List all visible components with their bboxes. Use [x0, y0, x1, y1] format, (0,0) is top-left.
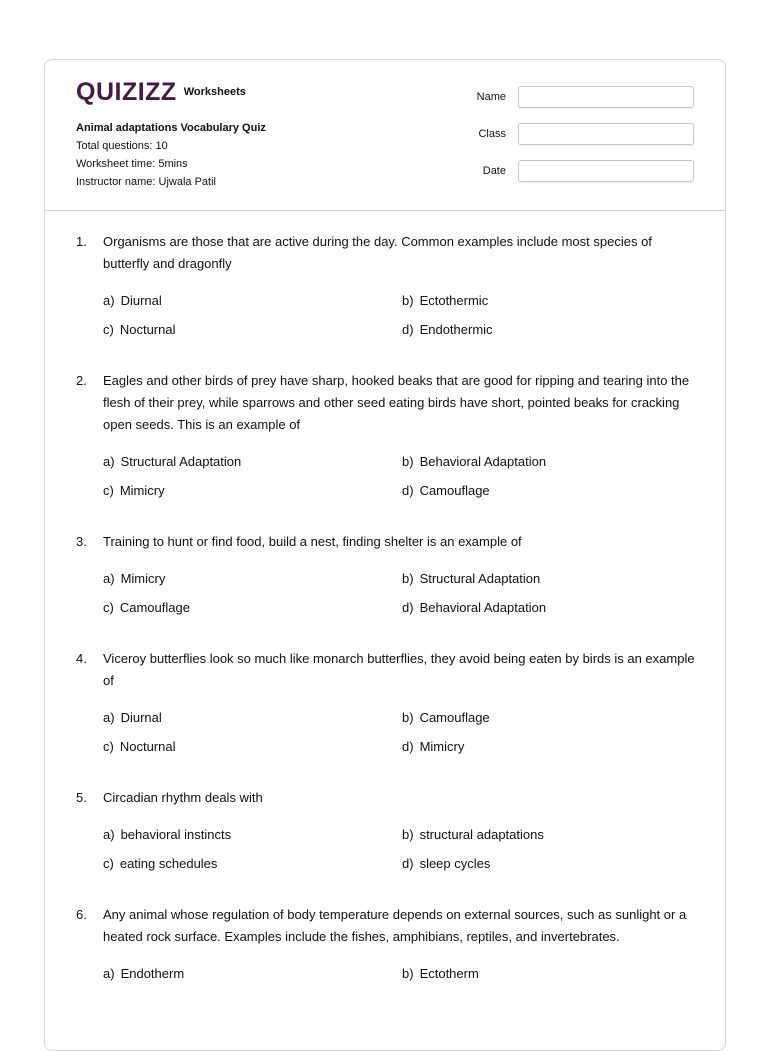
option-text: Behavioral Adaptation [419, 600, 547, 615]
answer-option[interactable] [402, 319, 701, 341]
option-letter: b) [402, 966, 414, 981]
option-text: Camouflage [119, 600, 190, 615]
question [76, 231, 696, 341]
question-text: Viceroy butterflies look so much like monarch butterflies, they avoid being eaten by birds is an example of [103, 651, 695, 688]
answer-option[interactable] [402, 480, 701, 502]
question-number: 6. [76, 907, 87, 922]
option-letter: c) [103, 739, 114, 754]
class-field-row [446, 123, 694, 145]
answer-option[interactable] [103, 963, 402, 985]
instructor-name: Instructor name: Ujwala Patil [76, 176, 216, 188]
answer-option[interactable] [103, 319, 402, 341]
date-label: Date [482, 165, 506, 177]
option-text: Diurnal [120, 710, 162, 725]
student-fields [446, 86, 694, 197]
quiz-title: Animal adaptations Vocabulary Quiz [76, 122, 266, 134]
quizizz-logo: QUIZIZZ [76, 78, 177, 106]
question-number: 2. [76, 373, 87, 388]
question-list [45, 211, 725, 985]
answer-option[interactable] [402, 853, 701, 875]
answer-option[interactable] [402, 824, 701, 846]
question-number: 4. [76, 651, 87, 666]
option-letter: b) [402, 293, 414, 308]
option-letter: a) [103, 454, 115, 469]
answer-option[interactable] [103, 853, 402, 875]
answer-option[interactable] [402, 736, 701, 758]
answer-option[interactable] [402, 707, 701, 729]
question [76, 904, 696, 985]
option-letter: a) [103, 827, 115, 842]
option-letter: d) [402, 322, 414, 337]
option-letter: a) [103, 710, 115, 725]
option-letter: b) [402, 454, 414, 469]
answer-options [103, 963, 696, 985]
answer-option[interactable] [103, 290, 402, 312]
answer-option[interactable] [103, 824, 402, 846]
name-field-row [446, 86, 694, 108]
option-text: Diurnal [120, 293, 162, 308]
option-text: Ectotherm [419, 966, 479, 981]
option-text: Camouflage [419, 483, 490, 498]
option-text: Ectothermic [419, 293, 489, 308]
answer-option[interactable] [402, 451, 701, 473]
class-label: Class [478, 128, 506, 140]
option-letter: d) [402, 600, 414, 615]
question-number: 5. [76, 790, 87, 805]
question-number: 1. [76, 234, 87, 249]
question-text: Organisms are those that are active during the day. Common examples include most species of butterfly and dragonfly [103, 234, 652, 271]
answer-option[interactable] [103, 736, 402, 758]
question-text: Eagles and other birds of prey have sharp, hooked beaks that are good for ripping and tearing into the flesh of their prey, while sparrows and other seed eating birds have short, pointed beaks for cracking open seeds. This is an example of [103, 373, 690, 432]
question [76, 648, 696, 758]
option-text: Nocturnal [119, 322, 176, 337]
option-text: Mimicry [119, 483, 165, 498]
answer-option[interactable] [402, 290, 701, 312]
option-text: sleep cycles [419, 856, 491, 871]
option-letter: c) [103, 856, 114, 871]
option-text: Nocturnal [119, 739, 176, 754]
answer-option[interactable] [402, 568, 701, 590]
option-letter: b) [402, 827, 414, 842]
worksheet-time: Worksheet time: 5mins [76, 158, 188, 170]
option-letter: a) [103, 571, 115, 586]
answer-option[interactable] [103, 480, 402, 502]
answer-options [103, 290, 696, 341]
option-letter: b) [402, 710, 414, 725]
answer-option[interactable] [103, 707, 402, 729]
answer-option[interactable] [402, 963, 701, 985]
option-text: Endothermic [419, 322, 493, 337]
answer-option[interactable] [103, 451, 402, 473]
worksheet [44, 59, 726, 1051]
answer-option[interactable] [402, 597, 701, 619]
option-text: Behavioral Adaptation [419, 454, 547, 469]
option-letter: c) [103, 483, 114, 498]
option-letter: d) [402, 739, 414, 754]
answer-option[interactable] [103, 568, 402, 590]
option-letter: d) [402, 483, 414, 498]
date-field-row [446, 160, 694, 182]
brand-subtitle: Worksheets [183, 86, 246, 98]
option-text: Endotherm [120, 966, 185, 981]
option-text: Mimicry [120, 571, 166, 586]
option-text: Structural Adaptation [120, 454, 242, 469]
question-text: Training to hunt or find food, build a nest, finding shelter is an example of [103, 534, 522, 549]
option-text: behavioral instincts [120, 827, 232, 842]
class-input[interactable] [518, 123, 694, 145]
option-text: Camouflage [419, 710, 490, 725]
option-text: eating schedules [119, 856, 218, 871]
question [76, 531, 696, 619]
option-letter: a) [103, 966, 115, 981]
answer-options [103, 568, 696, 619]
quiz-meta [76, 119, 266, 191]
option-text: structural adaptations [419, 827, 544, 842]
question-text: Any animal whose regulation of body temperature depends on external sources, such as sunlight or a heated rock surface. Examples include the fishes, amphibians, reptiles, and invertebrates. [103, 907, 687, 944]
question-text: Circadian rhythm deals with [103, 790, 263, 805]
option-letter: c) [103, 600, 114, 615]
question [76, 787, 696, 875]
option-letter: c) [103, 322, 114, 337]
date-input[interactable] [518, 160, 694, 182]
option-letter: d) [402, 856, 414, 871]
worksheet-header [45, 60, 725, 211]
question-number: 3. [76, 534, 87, 549]
answer-option[interactable] [103, 597, 402, 619]
option-text: Mimicry [419, 739, 465, 754]
name-label: Name [476, 91, 506, 103]
option-text: Structural Adaptation [419, 571, 541, 586]
option-letter: b) [402, 571, 414, 586]
question [76, 370, 696, 502]
name-input[interactable] [518, 86, 694, 108]
brand [76, 80, 246, 105]
answer-options [103, 451, 696, 502]
answer-options [103, 707, 696, 758]
total-questions: Total questions: 10 [76, 140, 168, 152]
option-letter: a) [103, 293, 115, 308]
answer-options [103, 824, 696, 875]
